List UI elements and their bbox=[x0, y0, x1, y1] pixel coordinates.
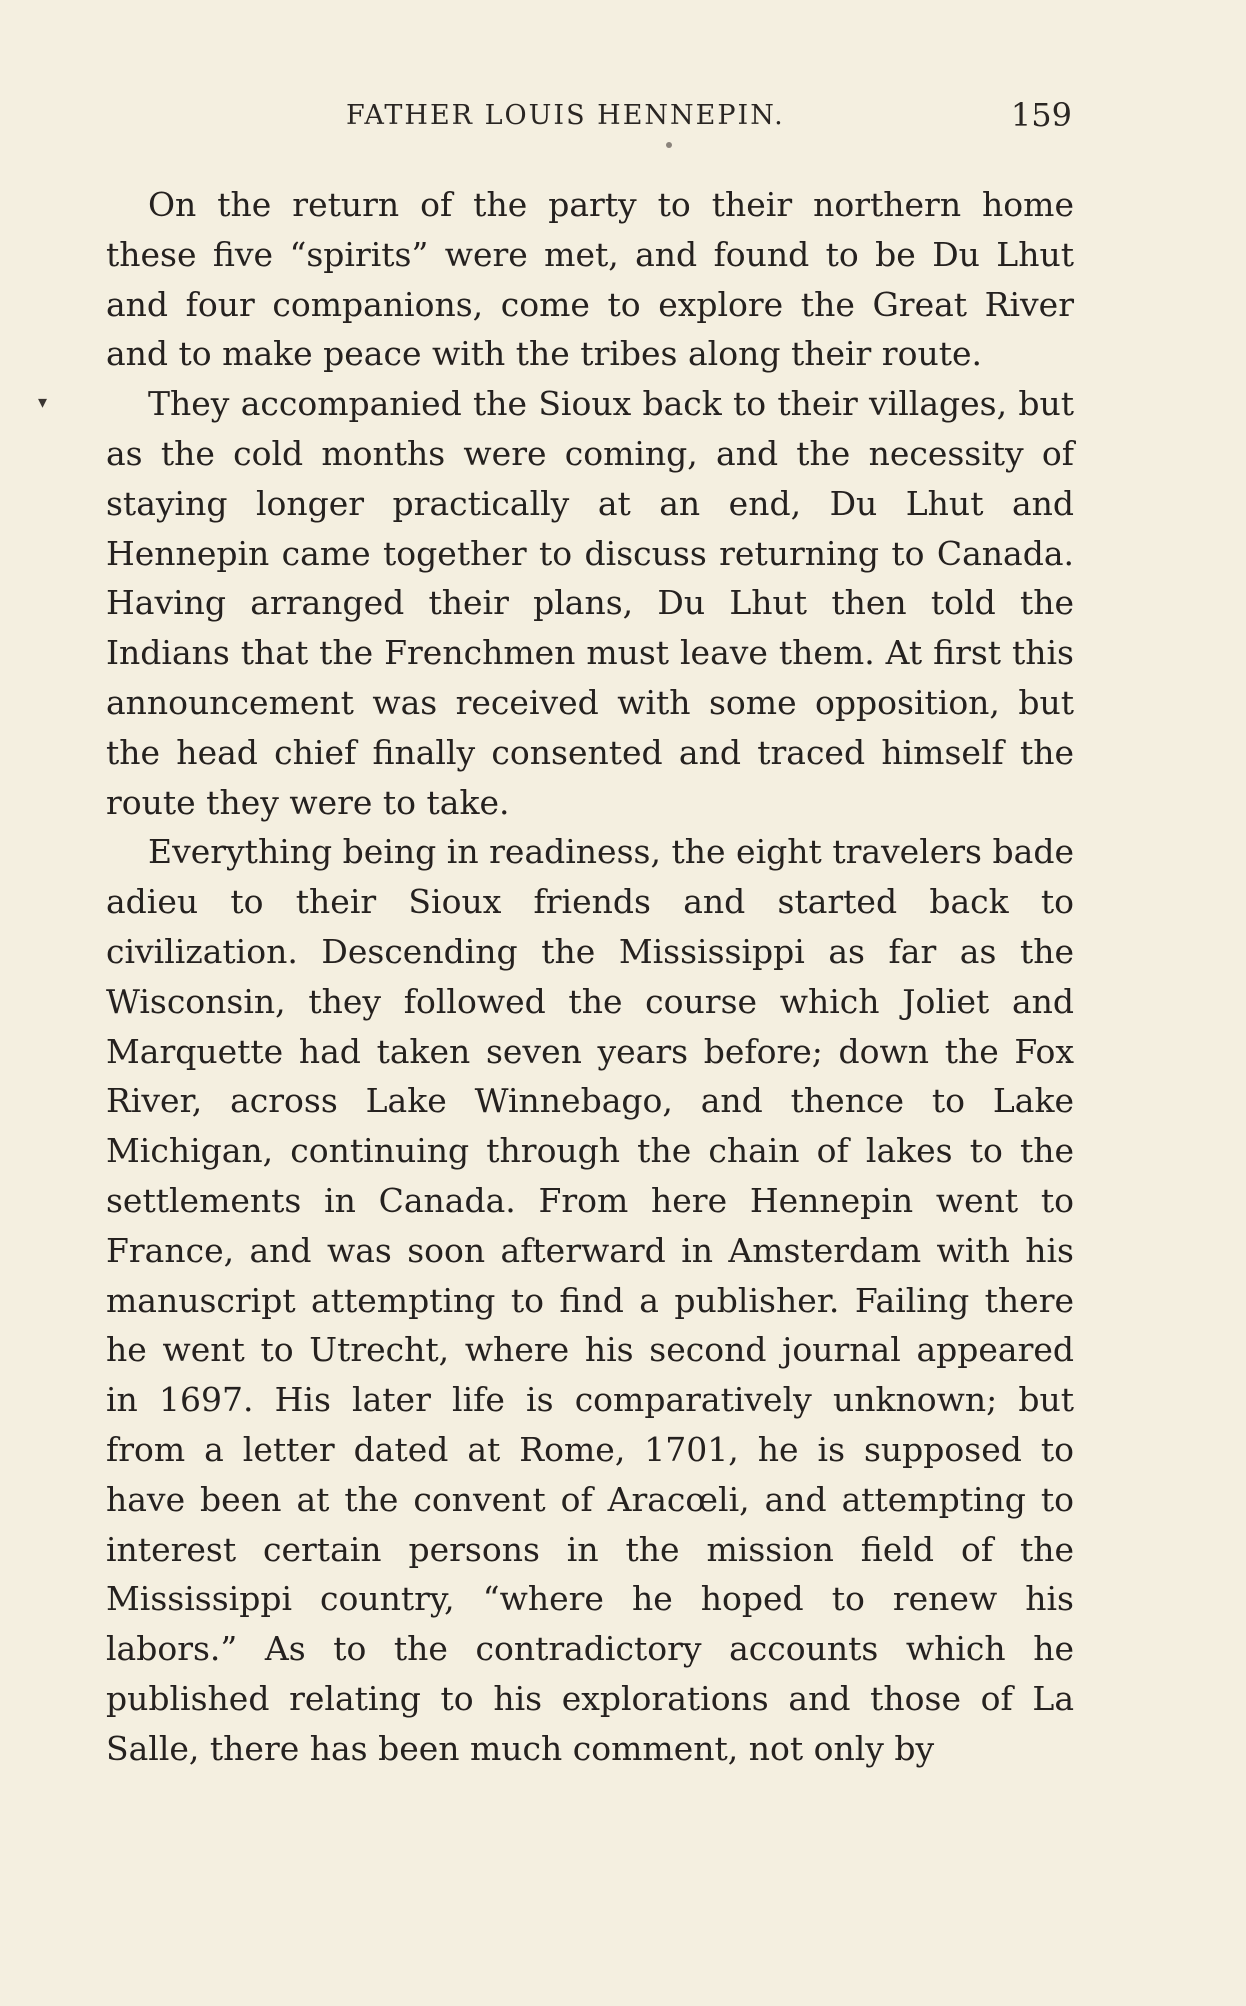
ink-speck bbox=[666, 142, 672, 148]
paragraph-1: On the return of the party to their northern home these five “spirits” were met, and found to be Du Lhut and four companions, come to explore the Great River and to make peace with the tribes along their route. bbox=[106, 185, 1074, 374]
paragraph-3: Everything being in readiness, the eight travelers bade adieu to their Sioux friends and started back to civilization. Descending the Mississippi as far as the Wisconsin, they followed the course which Joliet and Marquette had taken seven years before; down the Fox River, across Lake Winnebago, and thence to Lake Michigan, continuing through the chain of lakes to the settlements in Canada. From here Hennepin went to France, and was soon afterward in Amsterdam with his manuscript attempting to find a publisher. Failing there he went to Utrecht, where his second journal appeared in 1697. His later life is comparatively unknown; but from a letter dated at Rome, 1701, he is supposed to have been at the convent of Aracœli, and attempting to interest certain persons in the mission field of the Mississippi country, “where he hoped to renew his labors.” As to the contradictory accounts which he published relating to his explorations and those of La Salle, there has been much comment, not only by bbox=[106, 832, 1074, 1768]
page-number: 159 bbox=[1010, 96, 1072, 134]
body-text bbox=[106, 180, 1074, 1774]
running-head bbox=[106, 94, 1072, 144]
margin-mark: ▾ bbox=[38, 392, 48, 413]
paragraph-2: They accompanied the Sioux back to their villages, but as the cold months were coming, and the necessity of staying longer practically at an end, Du Lhut and Hennepin came together to discuss returning to Canada. Having arranged their plans, Du Lhut then told the Indians that the Frenchmen must leave them. At first this announcement was received with some opposition, but the head chief finally consented and traced himself the route they were to take. bbox=[106, 384, 1074, 822]
running-head-title: FATHER LOUIS HENNEPIN. bbox=[346, 100, 785, 131]
